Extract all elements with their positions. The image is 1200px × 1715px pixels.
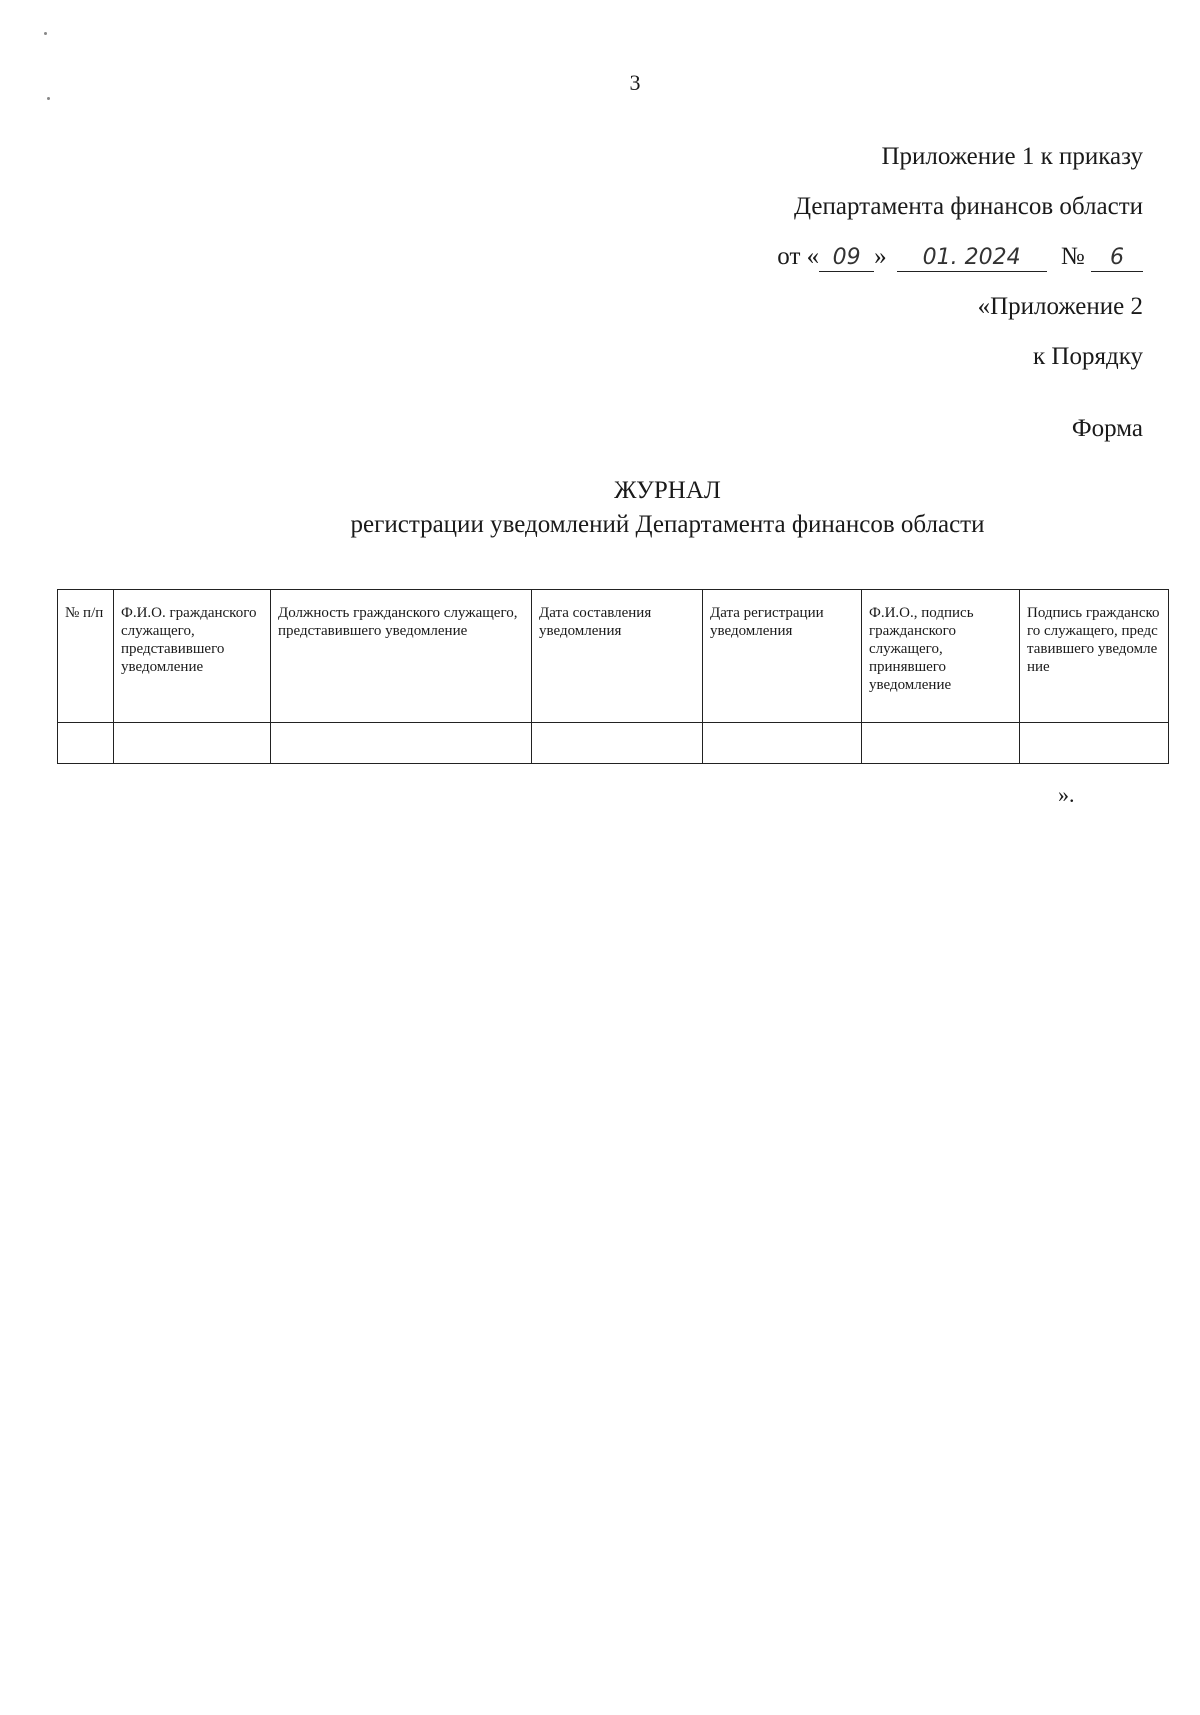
journal-title-sub: регистрации уведомлений Департамента финансов области	[350, 511, 985, 538]
table-cell	[1020, 723, 1169, 764]
header-cell-position: Должность гражданского служащего, представившего уведомление	[271, 590, 532, 723]
appendix-line-2: Департамента финансов области	[794, 193, 1143, 220]
header-cell-signature: Подпись гражданского служащего, представившего уведомление	[1020, 590, 1169, 723]
form-label: Форма	[1071, 415, 1143, 442]
order-date-line	[777, 232, 1143, 282]
table-cell	[703, 723, 862, 764]
journal-title-main: ЖУРНАЛ	[614, 477, 721, 504]
appendix-line-5: к Порядку	[1033, 343, 1143, 370]
header-cell-registration-date: Дата регистрации уведомления	[703, 590, 862, 723]
table-cell	[58, 723, 114, 764]
date-mid: »	[874, 243, 887, 270]
header-cell-compile-date: Дата составления уведомления	[532, 590, 703, 723]
scan-speck	[44, 32, 47, 35]
appendix-line-4: «Приложение 2	[977, 293, 1143, 320]
table-row	[58, 723, 1169, 764]
page-number: 3	[629, 70, 641, 95]
table-cell	[862, 723, 1020, 764]
header-cell-number: № п/п	[58, 590, 114, 723]
journal-title	[0, 474, 1200, 542]
appendix-line-1: Приложение 1 к приказу	[881, 143, 1143, 170]
header-cell-receiver: Ф.И.О., подпись гражданского служащего, принявшего уведомление	[862, 590, 1020, 723]
appendix-header	[777, 132, 1143, 454]
table-cell	[114, 723, 271, 764]
date-prefix: от «	[777, 243, 820, 270]
handwritten-day: 09	[819, 245, 874, 272]
registration-journal-table	[57, 589, 1169, 764]
table-header-row	[58, 590, 1169, 723]
handwritten-order-number: 6	[1091, 245, 1143, 272]
scan-speck	[47, 97, 50, 100]
number-label: №	[1060, 243, 1085, 270]
table-cell	[271, 723, 532, 764]
handwritten-month-year: 01. 2024	[897, 245, 1047, 272]
closing-quote: ».	[1058, 782, 1075, 807]
table-cell	[532, 723, 703, 764]
header-cell-fio: Ф.И.О. гражданского служащего, представившего уведомление	[114, 590, 271, 723]
